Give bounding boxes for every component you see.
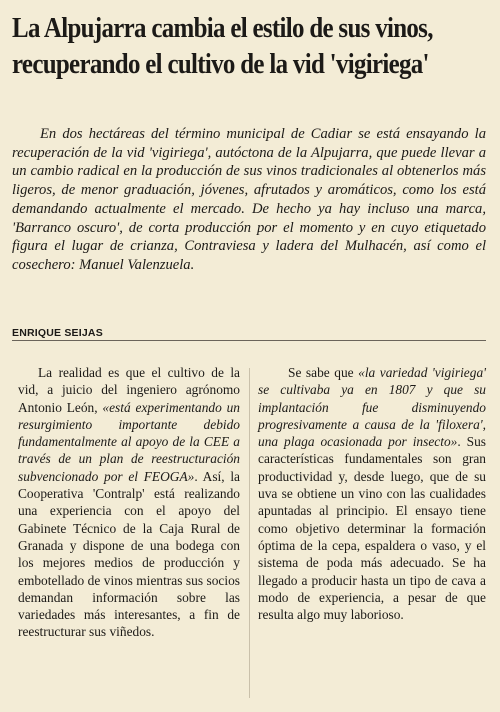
body-text: Se sabe que (288, 365, 359, 380)
column-divider (249, 368, 250, 698)
body-column-left (18, 364, 240, 641)
quote-text: «la variedad 'vigiriega' se cultivaba ya en 1807 y que su implantación fue disminuyendo progresivamente a causa de la 'filoxera', una plaga ocasionada por insecto» (258, 365, 487, 450)
body-text: . Sus características fundamentales son gran productividad y, desde luego, que de su uva se obtiene un vino con las cualidades apuntadas al principio. El ensayo tiene como objetivo determinar la formación óptima de la cepa, espaldera o vaso, y el sistema de poda más adecuado. Se ha llegado a producir hasta un tipo de cava a modo de experiencia, a pesar de que resulta algo muy laborioso. (258, 434, 486, 623)
body-text: La realidad es que el cultivo de la vid, a juicio del ingeniero agrónomo Antonio León, (18, 365, 240, 415)
body-column-right (258, 364, 486, 623)
byline-rule (12, 340, 486, 341)
headline-line-2: recuperando el cultivo de la vid 'vigiriega' (12, 48, 429, 80)
lead-paragraph: En dos hectáreas del término municipal de Cadiar se está ensayando la recuperación de la vid 'vigiriega', autóctona de la Alpujarra, que puede llevar a un cambio radical en la producción de sus vinos tradicionales al obtenerlos más ligeros, de menor graduación, jóvenes, afrutados y aromáticos, como los está demandando actualmente el mercado. De hecho ya hay incluso una marca, 'Barranco oscuro', de corta producción por el momento y en cuyo etiquetado figura el lugar de crianza, Contraviesa y ladera del Mulhacén, así como el cosechero: Manuel Valenzuela. (12, 126, 486, 273)
byline: ENRIQUE SEIJAS (12, 327, 109, 339)
quote-text: «está experimentando un resurgimiento importante debido fundamentalmente al apoyo de la CEE a través de un plan de reestructuración subvencionado por el FEOGA» (18, 399, 241, 484)
headline (12, 10, 433, 82)
body-text: . Así, la Cooperativa 'Contralp' está realizando una experiencia con el apoyo del Gabinete Técnico de la Caja Rural de Granada y dispone de una bodega con los mejores medios de producción y embotellado de vinos mientras sus socios demandan información sobre las variedades más interesantes, a fin de reestructurar sus viñedos. (18, 468, 240, 640)
headline-line-1: La Alpujarra cambia el estilo de sus vinos, (12, 12, 433, 44)
